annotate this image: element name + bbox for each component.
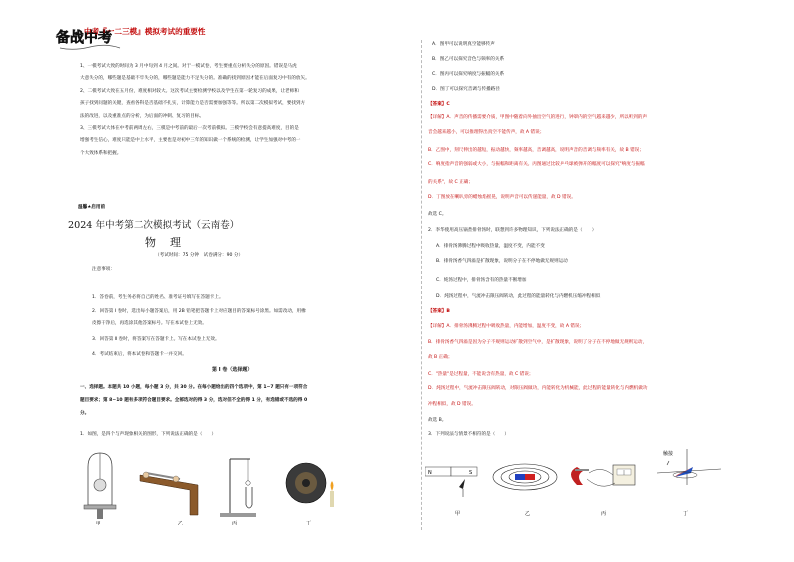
brand-logo-text: 备战中考 [56, 30, 112, 46]
exam-info: （考试时间：75 分钟 试卷满分：90 分） [155, 253, 244, 258]
q1-option: C．图丙可以探究响度与振幅的关系 [432, 72, 505, 77]
tip-text: 温馨★启用前 [78, 205, 106, 210]
column-divider [421, 40, 422, 530]
notes-heading: 注意事项： [92, 267, 115, 272]
tuning-fork-figure [220, 459, 256, 517]
answer-1-choice: 故选 C。 [428, 212, 447, 217]
instruction-line: 题目要求；第 8~10 题有多项符合题目要求。全部选对的得 3 分，选对但不全的得 1 分，有选错或不选的得 0 [80, 398, 308, 403]
question-3-figure-graphic [425, 445, 770, 525]
q3-label-ding: 丁 [683, 511, 689, 517]
q1-option: A．图甲可以说明真空能够传声 [432, 42, 495, 47]
oersted-figure [657, 449, 721, 485]
intro-line: 3、三模考试大体在中考前两周左右，三模是中考前的最后一次考前模拟。三模学校会有意提高难度，目的是 [80, 126, 299, 131]
instruction-line: 一、选择题。本题共 10 小题，每小题 3 分，共 30 分。在每小题给出的四个选项中，第 1~7 题只有一项符合 [80, 385, 308, 390]
section-one-heading: 第 Ⅰ 卷（选择题） [212, 367, 253, 373]
note-line: 1．答卷前，考生务必将自己的姓名、准考证号填写在答题卡上。 [92, 295, 224, 300]
answer-1: 【答案】C [428, 102, 450, 107]
intro-line: 个大致体系和把握。 [80, 150, 122, 156]
explanation-1-line: 的关系"，故 C 正确； [428, 180, 473, 185]
explanation-1-line: C．响度指声音的强弱或大小，与振幅和距离有关。丙图通过比较乒乓球被弹开的幅度可以探究"响度与振幅 [428, 162, 645, 167]
instruction-line: 分。 [80, 411, 90, 416]
magnet-n-label: N [428, 470, 432, 476]
explanation-2-line: 故 B 正确； [428, 355, 453, 360]
question-3: 3．下列说法与情景不相符的是（ ） [428, 432, 510, 437]
intro-line: 法的改进，以及重准点的分析，为后面的冲刺、复习的目标。 [80, 113, 205, 119]
magnet-s-label: S [469, 470, 473, 476]
question-3-figures [425, 445, 770, 525]
question-1: 1．如图，是四个与声现象相关的图形，下列说法正确的是（ ） [80, 432, 217, 437]
question-1-figures [80, 445, 410, 525]
intro-line: 1、一模考试大致的时间为 3 月中旬到 4 月之间。对于一模试卷，考生要重点分析失分的原因。错误是马虎 [80, 64, 297, 69]
answer-2-choice: 故选 B。 [428, 418, 447, 423]
answer-2: 【答案】B [428, 309, 450, 314]
explanation-1-line: 音会越来越小，可以推理得出真空不能传声，故 A 错误； [428, 129, 545, 135]
figure-label-yi: 乙 [178, 521, 184, 525]
q2-option: A．排骨汤沸腾过程中吸收热量，温度不变，内能不变 [436, 244, 545, 249]
bell-jar-figure [84, 453, 116, 519]
q3-label-bing: 丙 [601, 511, 607, 517]
question-1-figure-graphic [80, 445, 410, 525]
question-2: 2．李华使用高压锅煮排骨汤时，联想到许多物理知识，下列说法正确的是（ ） [428, 228, 597, 233]
q2-option: C．炖汤过程中，排骨汤含有的热量不断增加 [436, 278, 527, 283]
explanation-1-line: B．乙图中，刻尺伸出的越短，振动越快，频率越高，音调越高，说明声音的音调与频率有关，故 B 错误； [428, 147, 644, 153]
speaker-figure [286, 463, 334, 507]
figure-label-bing: 丙 [232, 521, 238, 525]
explanation-2-line: B．排骨汤香气四溢是因为分子不规则运动扩散到空气中，是扩散现象，说明了分子在不停地做无规则运动， [428, 340, 648, 345]
exam-title: 2024 年中考第二次模拟考试（云南卷） [68, 220, 240, 231]
intro-line: 大意失分的，哪些题是基础不牢失分的，哪些题是能力不足失分的。准确的找到原因才能在后面复习中有的放矢。 [80, 76, 310, 82]
intro-line: 2、二模考试大致在五月份，难度相对较大。这次考试主要检测学校以及学生在第一轮复习的成果，让老师和 [80, 88, 299, 94]
field-lines-figure [493, 464, 557, 490]
subject-title: 物理 [145, 236, 195, 249]
note-line: 2．回答第 Ⅰ 卷时，选出每小题答案后，用 2B 铅笔把答题卡上对应题目的答案标号涂黑。如需改动，用橡 [92, 309, 306, 314]
banner-heading: 中考『一二三模』模拟考试的重要性 [84, 27, 206, 36]
generator-figure [571, 465, 635, 486]
explanation-2-line: 冲程相似，故 D 错误。 [428, 402, 476, 407]
explanation-1-line: D．丁图放在喇叭旁的蜡烛焰摇晃，说明声音可以传递能量，故 D 错误。 [428, 194, 576, 200]
q3-label-yi: 乙 [525, 511, 531, 517]
q2-option: B．排骨汤香气四溢是扩散现象，说明分子在不停地做无规则运动 [436, 259, 568, 264]
bar-magnet-figure [425, 467, 477, 497]
explanation-1-line: 【详解】A．声音的传播需要介质，甲图中随着向外抽出空气的进行，钟罩内的空气越来越少，所以听到的声 [428, 115, 648, 120]
note-line: 4．考试结束后，将本试卷和答题卡一并交回。 [92, 352, 187, 357]
note-line: 皮擦干净后，再选涂其他答案标号。写在本试卷上无效。 [92, 321, 207, 326]
figure-label-ding: 丁 [306, 521, 312, 525]
touch-label: 触接 [663, 451, 674, 457]
explanation-2-line: D．炖汤过程中，气流冲击限压阀转动，对限压阀做功，内能转化为机械能，此过程的能量转化与内燃机做功 [428, 386, 648, 391]
ruler-figure [140, 472, 198, 515]
explanation-2-line: C．"热量"是过程量，不能说含有热量，故 C 错误； [428, 372, 534, 377]
figure-label-jia: 甲 [96, 522, 101, 525]
q1-option: B．图乙可以探究音色与频率的关系 [432, 57, 505, 62]
q1-option: D．图丁可以探究音调与传播路径 [432, 87, 500, 92]
explanation-2-line: 【详解】A．排骨汤沸腾过程中吸收热量，内能增加，温度不变，故 A 错误； [428, 324, 585, 329]
q3-label-jia: 甲 [455, 511, 461, 517]
q2-option: D．炖汤过程中，气流冲击限压阀转动，此过程的能量转化与内燃机压缩冲程相似 [436, 294, 601, 299]
intro-line: 孩子找到问题的关键，查看各科是否基础不扎实，计算能力是否需要加强等等。所以第二次模拟考试，要找到方 [80, 101, 306, 107]
note-line: 3．回答第 Ⅱ 卷时，将答案写在答题卡上。写在本试卷上无效。 [92, 337, 220, 342]
intro-line: 增强考生信心，难度只能是中上水平，主要也是对初中三年的知识做一个系统的检测，让学生加强对中考的一 [80, 138, 301, 144]
